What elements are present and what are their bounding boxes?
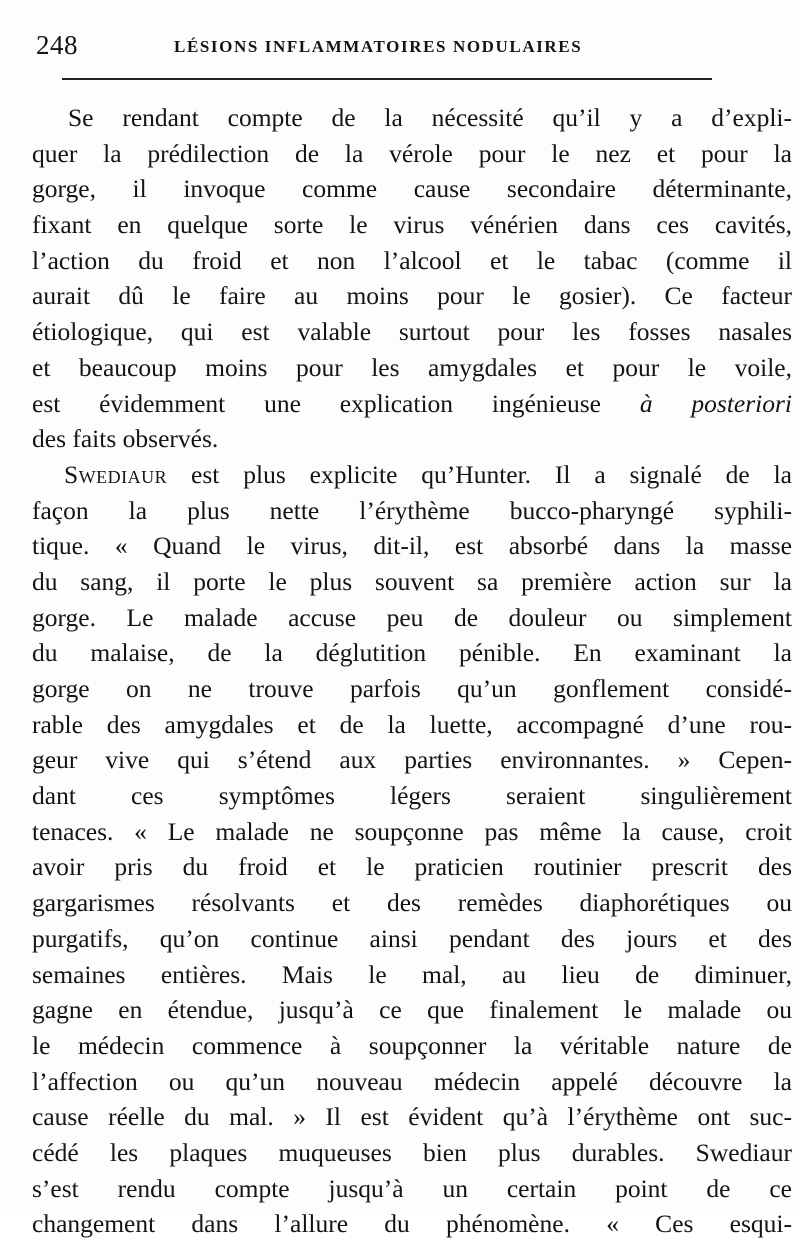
text-line: étiologique, qui est valable surtout pour les fosses nasales	[32, 317, 792, 347]
text-line: l’action du froid et non l’alcool et le tabac (comme il	[32, 245, 792, 275]
running-head	[36, 30, 796, 66]
paragraph-end-line: des faits observés.	[32, 424, 219, 454]
page-number: 248	[36, 30, 78, 60]
author-name: Swediaur	[64, 459, 168, 489]
text-line: gargarismes résolvants et des remèdes diaphorétiques ou	[32, 888, 792, 918]
text-line: l’affection ou qu’un nouveau médecin appelé découvre la	[32, 1066, 792, 1096]
text-line: gagne en étendue, jusqu’à ce que finalement le malade ou	[32, 995, 792, 1025]
text-line: geur vive qui s’étend aux parties environnantes. » Cepen-	[32, 745, 792, 775]
text-line: aurait dû le faire au moins pour le gosier). Ce facteur	[32, 281, 792, 311]
text-line: tenaces. « Le malade ne soupçonne pas même la cause, croit	[32, 816, 792, 846]
text-line: gorge. Le malade accuse peu de douleur ou simplement	[32, 602, 792, 632]
text-line: rable des amygdales et de la luette, accompagné d’une rou-	[32, 709, 792, 739]
text-line: s’est rendu compte jusqu’à un certain point de ce	[32, 1173, 792, 1203]
text-line: du malaise, de la déglutition pénible. En examinant la	[32, 638, 792, 668]
text-line: avoir pris du froid et le praticien routinier prescrit des	[32, 852, 792, 882]
body-text	[32, 100, 792, 1242]
text-line: quer la prédilection de la vérole pour le nez et pour la	[32, 138, 792, 168]
text-line: le médecin commence à soupçonner la véritable nature de	[32, 1030, 792, 1060]
text-line: et beaucoup moins pour les amygdales et pour le voile,	[32, 352, 792, 382]
paragraph-start-line	[32, 457, 792, 493]
text-line: gorge on ne trouve parfois qu’un gonflement considé-	[32, 674, 792, 703]
text-line: dant ces symptômes légers seraient singulièrement	[32, 781, 792, 811]
text-line: tique. « Quand le virus, dit-il, est absorbé dans la masse	[32, 531, 792, 561]
text-line: gorge, il invoque comme cause secondaire déterminante,	[32, 174, 792, 204]
text-line: semaines entières. Mais le mal, au lieu de diminuer,	[32, 959, 792, 989]
text-line-part: est plus explicite qu’Hunter. Il a signalé de la	[191, 459, 792, 489]
text-line: purgatifs, qu’on continue ainsi pendant des jours et des	[32, 923, 792, 953]
text-line: façon la plus nette l’érythème bucco-pharyngé syphili-	[32, 495, 792, 525]
italic-phrase: à posteriori	[639, 388, 793, 418]
text-line: changement dans l’allure du phénomène. « Ces esqui-	[32, 1209, 792, 1239]
text-line: cédé les plaques muqueuses bien plus durables. Swediaur	[32, 1137, 792, 1167]
running-title: LÉSIONS INFLAMMATOIRES NODULAIRES	[174, 37, 583, 56]
text-line: cause réelle du mal. » Il est évident qu’à l’érythème ont suc-	[32, 1102, 792, 1132]
text-line: Se rendant compte de la nécessité qu’il y a d’expli-	[68, 103, 792, 132]
text-line-with-italic	[32, 386, 792, 422]
header-rule	[62, 78, 712, 80]
text-line: fixant en quelque sorte le virus vénérien dans ces cavités,	[32, 210, 792, 240]
text-line-part: est évidemment une explication ingénieuse	[32, 388, 601, 418]
text-line: du sang, il porte le plus souvent sa première action sur la	[32, 566, 792, 596]
